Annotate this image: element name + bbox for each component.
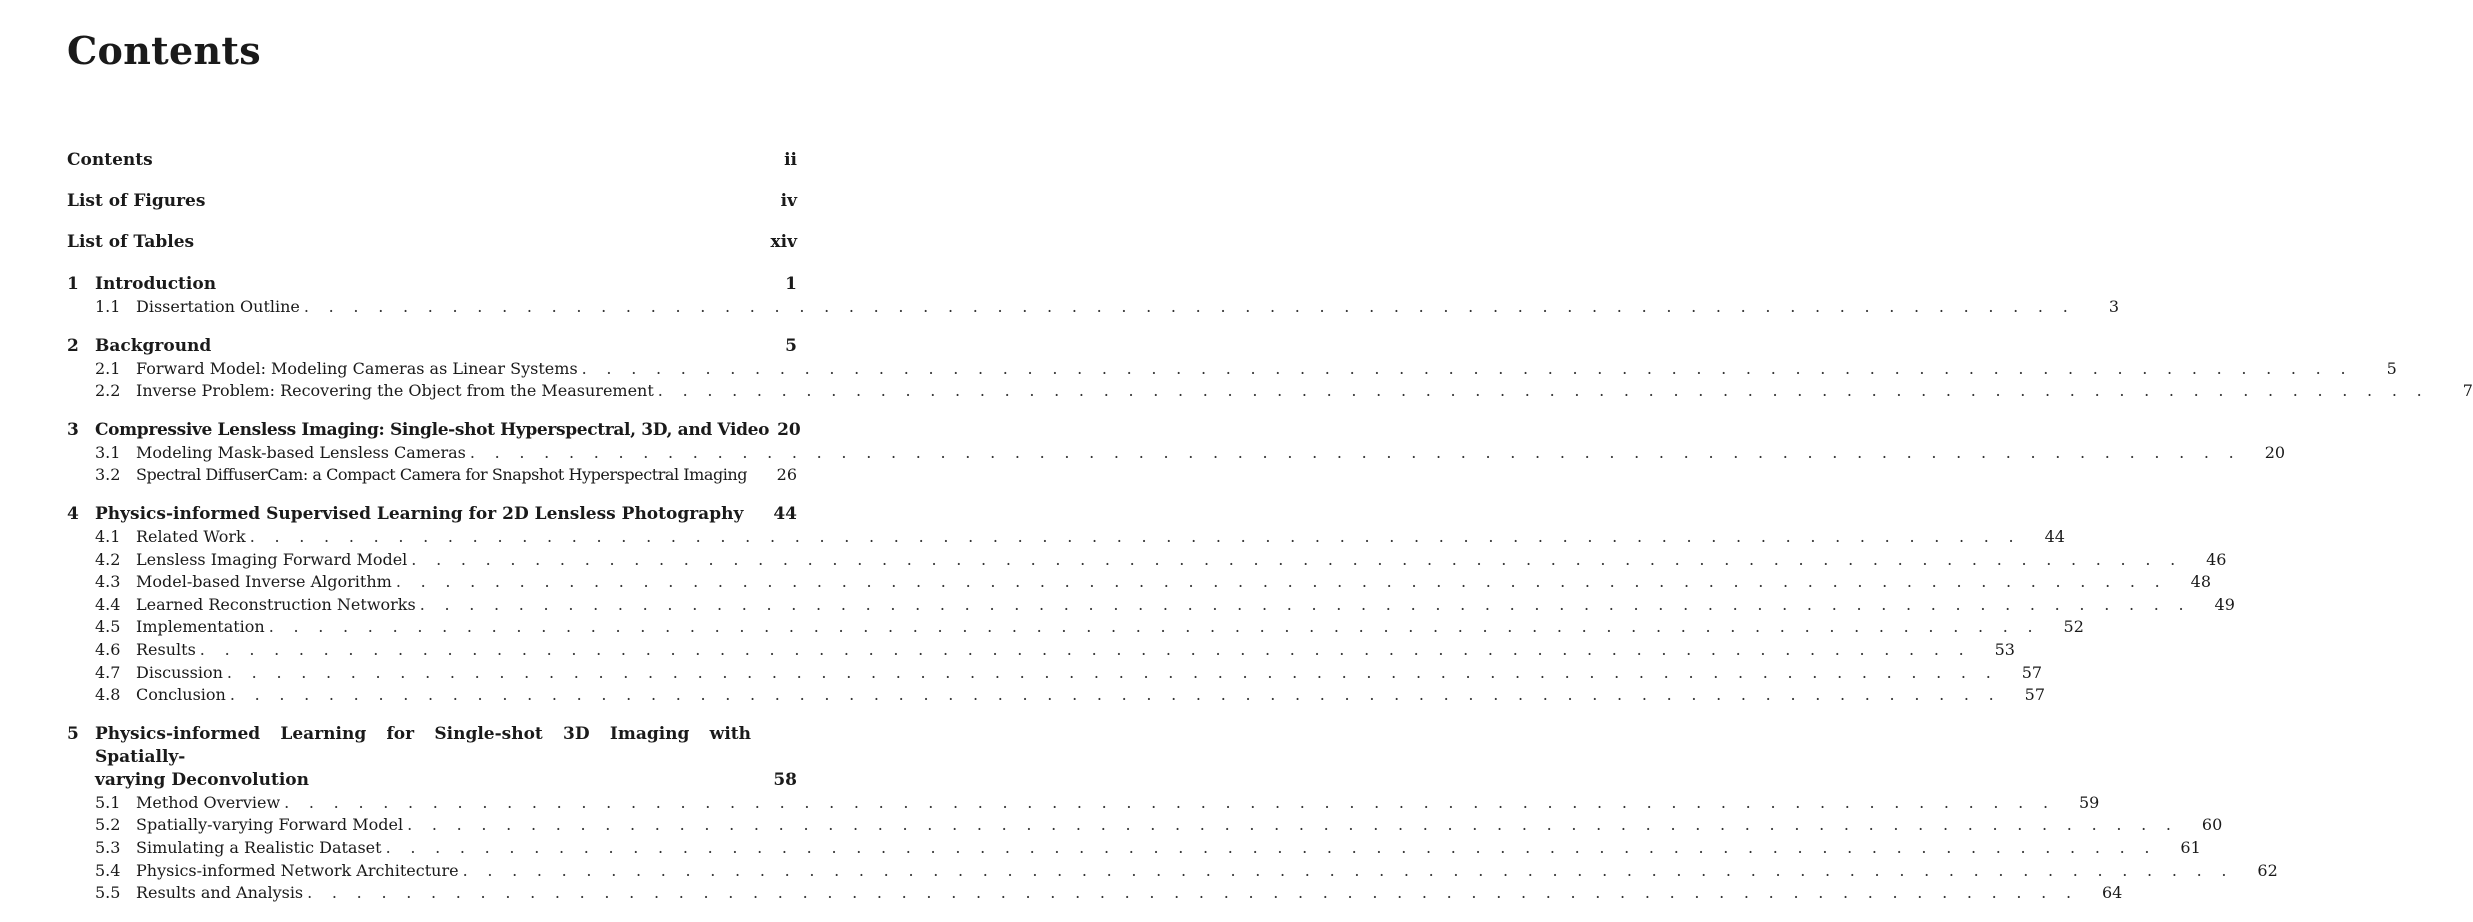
section-number: 2.1 [95,358,121,378]
section-number: 4.1 [95,526,121,546]
dot-leader: . . . . . . . . . . . . . . . . . . . . . . . . . . . . . . . . . . . . . . . . . . . . . . . . . . . . . . . . . . . . . . . . . . . . . . . . [268,617,2040,637]
section-number: 5.3 [95,837,121,857]
section-page: 60 [2201,815,2223,835]
toc-entry-contents[interactable] [67,150,797,180]
section-entry[interactable] [67,380,2473,403]
section-page: 61 [2180,837,2201,857]
dot-leader: . . . . . . . . . . . . . . . . . . . . . . . . . . . . . . . . . . . . . . . . . . . . . . . . . . . . . . . . . . . . . . . . . . . . . . . . [199,639,1971,659]
chapter-page: 5 [785,335,797,356]
toc-entry-label: List of Figures [67,191,206,211]
section-page: 57 [2021,662,2043,682]
chapter-heading[interactable] [67,273,797,296]
section-title: Results and Analysis [136,882,307,905]
chapter-number: 5 [67,723,79,744]
dot-leader: . . . . . . . . . . . . . . . . . . . . . . . . . . . . . . . . . . . . . . . . . . . . . . . . . . . . . . . . . . . . . . . . . . . . . . . . [385,837,2157,857]
section-number: 2.2 [95,381,121,401]
section-number: 4.6 [95,639,121,659]
section-title: Results [136,639,200,662]
section-entry[interactable] [67,549,2227,572]
section-entry[interactable] [67,860,2278,883]
section-title: Model-based Inverse Algorithm [136,571,396,594]
dot-leader: . . . . . . . . . . . . . . . . . . . . . . . . . . . . . . . . . . . . . . . . . . . . . . . . . . . . . . . . . . . . . . . . . . . . . . . . [249,526,2021,546]
section-number: 4.5 [95,617,121,637]
section-entry[interactable] [67,358,2397,381]
section-page: 48 [2190,572,2211,592]
section-entry[interactable] [67,594,2235,617]
section-page: 64 [2101,883,2123,903]
section-title: Modeling Mask-based Lensless Cameras [136,442,470,465]
section-title: Discussion [136,662,227,685]
dot-leader: . . . . . . . . . . . . . . . . . . . . . . . . . . . . . . . . . . . . . . . . . . . . . . . . . . . . . . . . . . . . . . . . . . . . . . . . [411,549,2183,569]
dot-leader: . . . . . . . . . . . . . . . . . . . . . . . . . . . . . . . . . . . . . . . . . . . . . . . . . . . . . . . . . . . . . . . . . . . . . . . . [419,594,2191,614]
page-title: Contents [67,28,261,73]
section-entry[interactable] [67,296,2120,319]
chapter-page: 20 [777,419,801,440]
section-number: 4.8 [95,685,121,705]
chapter-title: Introduction [95,274,217,294]
chapter-title-line-1: Physics-informed Learning for Single-shot 3D Imaging with Spatially- [95,723,751,767]
toc-entry-list-of-figures[interactable] [67,191,797,221]
section-page: 20 [2264,442,2286,462]
dot-leader: . . . . . . . . . . . . . . . . . . . . . . . . . . . . . . . . . . . . . . . . . . . . . . . . . . . . . . . . . . . . . . . . . . . . . . . . [581,358,2353,378]
section-entry[interactable] [67,814,2223,837]
section-page: 57 [2024,685,2046,705]
section-title: Simulating a Realistic Dataset [136,837,386,860]
dot-leader: . . . . . . . . . . . . . . . . . . . . . . . . . . . . . . . . . . . . . . . . . . . . . . . . . . . . . . . . . . . . . . . . . . . . . . . . [303,297,2076,316]
chapter-page: 44 [773,503,797,524]
section-title: Forward Model: Modeling Cameras as Linear Systems [136,358,582,381]
section-page: 26 [776,465,797,485]
toc-entry-label: Contents [67,150,153,170]
section-title: Physics-informed Network Architecture [136,860,463,883]
section-page: 46 [2206,549,2227,569]
section-number: 5.1 [95,792,121,812]
chapter-5 [67,723,2278,905]
section-page: 53 [1994,639,2015,659]
section-title: Learned Reconstruction Networks [136,594,420,617]
dot-leader: . . . . . . . . . . . . . . . . . . . . . . . . . . . . . . . . . . . . . . . . . . . . . . . . . . . . . . . . . . . . . . . . . . . . . . . . [284,792,2056,812]
chapter-page: 58 [773,769,797,790]
chapter-title-line-2-row [95,769,797,792]
chapter-4 [67,503,2235,707]
dot-leader: . . . . . . . . . . . . . . . . . . . . . . . . . . . . . . . . . . . . . . . . . . . . . . . . . . . . . . . . . . . . . . . . . . . . . . . . [462,860,2234,880]
toc-entry-label: List of Tables [67,232,195,252]
dot-leader: . . . . . . . . . . . . . . . . . . . . . . . . . . . . . . . . . . . . . . . . . . . . . . . . . . . . . . . . . . . . . . . . . . . . . . . . [226,662,1999,682]
section-page: 44 [2044,526,2065,546]
section-number: 3.1 [95,442,121,462]
dot-leader: . . . . . . . . . . . . . . . . . . . . . . . . . . . . . . . . . . . . . . . . . . . . . . . . . . . . . . . . . . . . . . . . . . . . . . . . [229,685,2002,705]
section-number: 3.2 [95,465,121,485]
section-number: 1.1 [95,297,121,316]
section-title: Dissertation Outline [136,296,304,319]
chapter-1 [67,273,2120,319]
section-entry[interactable] [67,684,2046,707]
chapter-2 [67,335,2473,403]
section-entry[interactable] [67,571,2211,594]
section-entry[interactable] [67,882,2123,905]
chapter-number: 4 [67,503,79,524]
section-page: 3 [2108,297,2120,316]
dot-leader: . . . . . . . . . . . . . . . . . . . . . . . . . . . . . . . . . . . . . . . . . . . . . . . . . . . . . . . . . . . . . . . . . . . . . . . . [407,815,2179,835]
section-title: Spatially-varying Forward Model [136,814,407,837]
section-number: 4.4 [95,594,121,614]
chapter-heading[interactable] [67,419,801,442]
chapter-title [95,723,797,792]
section-number: 5.2 [95,815,121,835]
chapter-3 [67,419,2286,487]
dot-leader: . . . . . . . . . . . . . . . . . . . . . . . . . . . . . . . . . . . . . . . . . . . . . . . . . . . . . . . . . . . . . . . . . . . . . . . . [657,381,2429,401]
toc-entry-page: iv [780,191,797,211]
chapter-title-line-2: varying Deconvolution [95,769,310,790]
section-title: Spectral DiffuserCam: a Compact Camera for Snapshot Hyperspectral Imaging [136,464,751,487]
section-title: Conclusion [136,684,230,707]
section-title: Related Work [136,526,250,549]
section-page: 5 [2386,358,2397,378]
section-page: 62 [2257,860,2278,880]
section-page: 49 [2214,594,2235,614]
section-title: Inverse Problem: Recovering the Object from the Measurement [136,380,658,403]
dot-leader: . . . . . . . . . . . . . . . . . . . . . . . . . . . . . . . . . . . . . . . . . . . . . . . . . . . . . . . . . . . . . . . . . . . . . . . . [307,883,2079,903]
toc-entry-page: ii [784,150,797,170]
section-number: 5.5 [95,883,121,903]
chapter-heading[interactable] [67,335,797,358]
section-entry[interactable] [67,639,2015,662]
section-entry[interactable] [67,442,2286,465]
chapter-heading[interactable] [67,723,797,792]
chapter-number: 1 [67,274,79,294]
toc-entry-page: xiv [770,232,797,252]
toc-entry-list-of-tables[interactable] [67,232,797,262]
section-entry[interactable] [67,526,2065,549]
section-entry[interactable] [67,464,797,487]
section-number: 5.4 [95,860,121,880]
section-page: 59 [2078,792,2100,812]
section-number: 4.7 [95,662,121,682]
section-entry[interactable] [67,837,2201,860]
section-number: 4.3 [95,572,121,592]
section-entry[interactable] [67,616,2084,639]
section-page: 7 [2462,381,2473,401]
section-title: Method Overview [136,792,284,815]
dot-leader: . . . . . . . . . . . . . . . . . . . . . . . . . . . . . . . . . . . . . . . . . . . . . . . . . . . . . . . . . . . . . . . . . . . . . . . . [469,442,2242,462]
chapter-title: Physics-informed Supervised Learning for 2D Lensless Photography [95,503,744,524]
chapter-number: 3 [67,419,79,440]
section-entry[interactable] [67,792,2100,815]
section-page: 52 [2063,617,2084,637]
chapter-title: Compressive Lensless Imaging: Single-shot Hyperspectral, 3D, and Video [95,419,770,440]
table-of-contents [67,150,2473,921]
section-title: Implementation [136,616,269,639]
dot-leader: . . . . . . . . . . . . . . . . . . . . . . . . . . . . . . . . . . . . . . . . . . . . . . . . . . . . . . . . . . . . . . . . . . . . . . . . [395,572,2167,592]
section-title: Lensless Imaging Forward Model [136,549,411,572]
section-number: 4.2 [95,549,121,569]
section-entry[interactable] [67,662,2043,685]
chapter-number: 2 [67,335,79,356]
chapter-heading[interactable] [67,503,797,526]
chapter-page: 1 [785,274,797,294]
chapter-title: Background [95,335,212,356]
